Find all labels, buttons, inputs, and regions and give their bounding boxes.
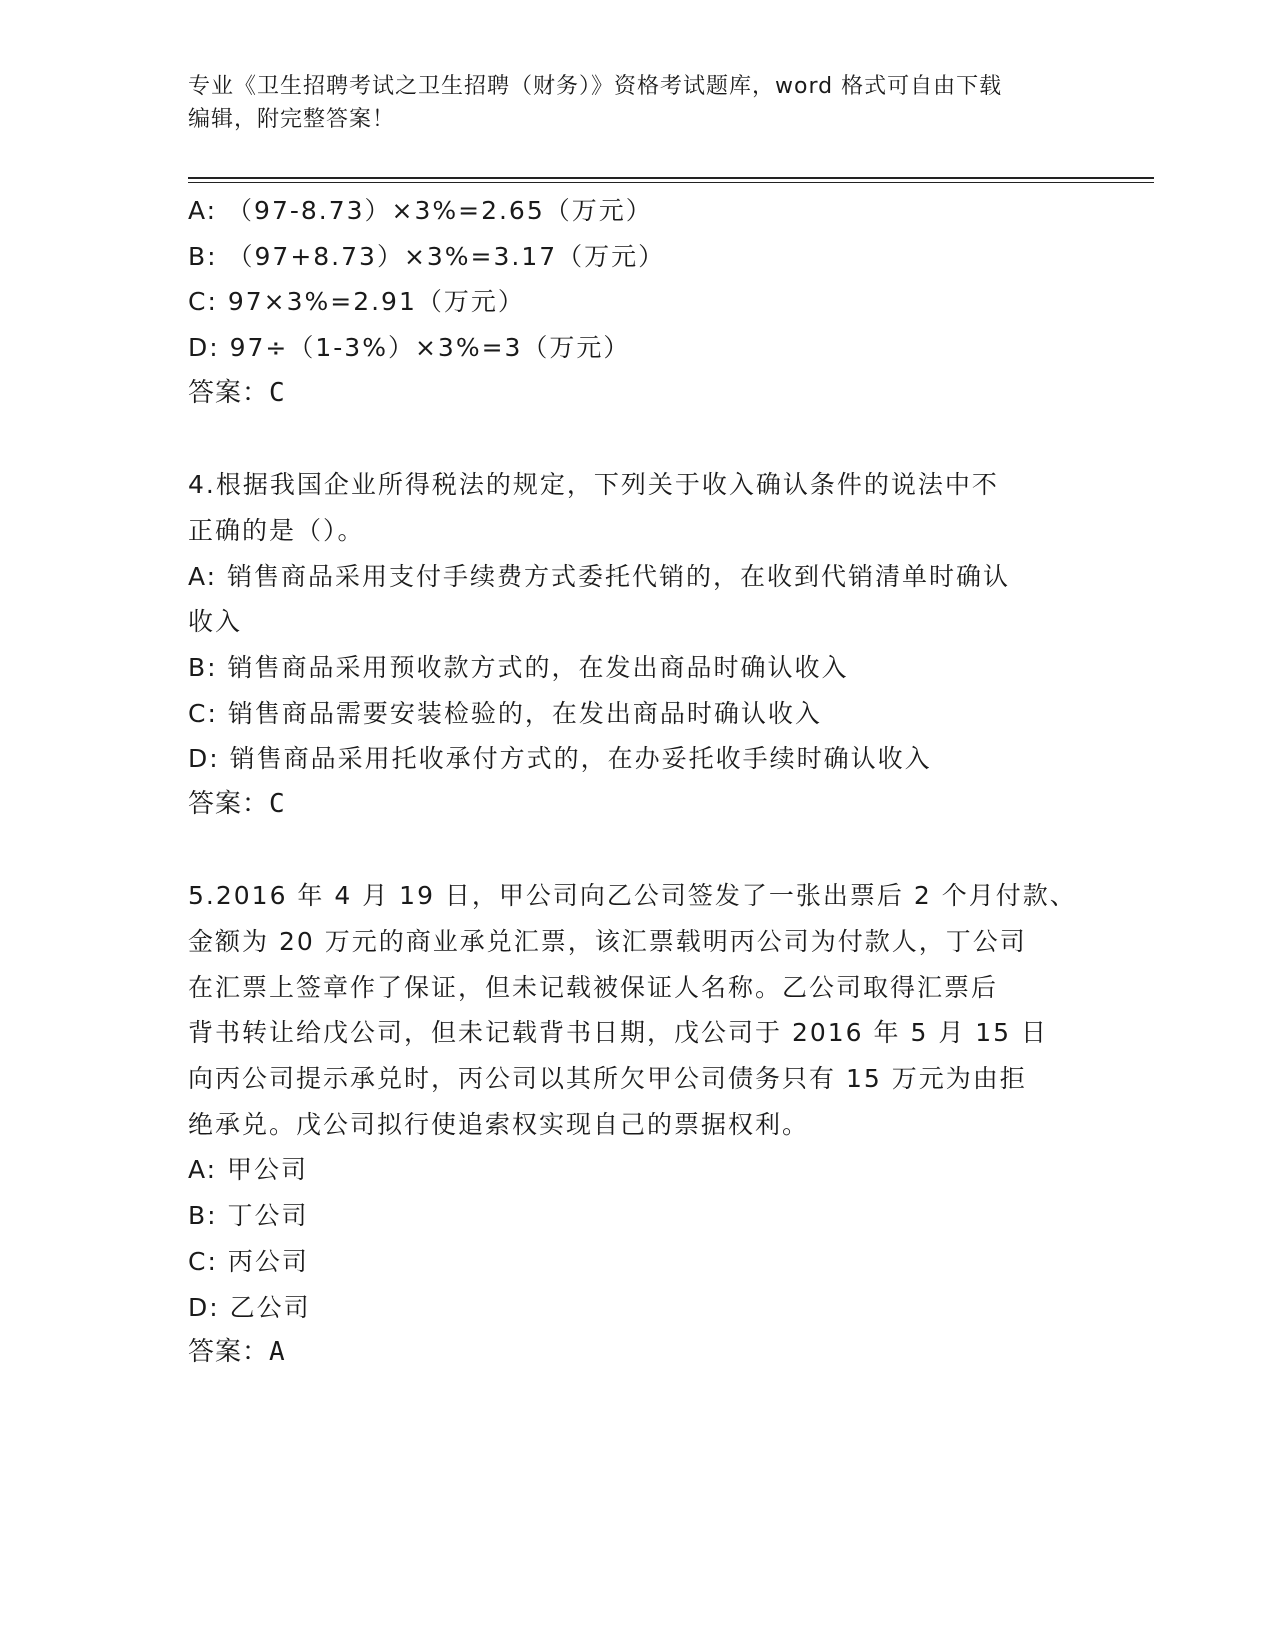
header-divider-thin <box>188 182 1154 183</box>
option-b: B: 销售商品采用预收款方式的，在发出商品时确认收入 <box>188 652 849 682</box>
question-stem-line: 金额为 20 万元的商业承兑汇票，该汇票载明丙公司为付款人，丁公司 <box>188 927 1027 956</box>
option-a: A: （97-8.73）×3%=2.65（万元） <box>188 196 653 225</box>
option-a: A: 销售商品采用支付手续费方式委托代销的，在收到代销清单时确认 <box>188 561 1011 591</box>
answer: 答案：A <box>188 1337 286 1368</box>
option-c: C: 97×3%=2.91（万元） <box>188 287 525 317</box>
question-stem-line: 在汇票上签章作了保证，但未记载被保证人名称。乙公司取得汇票后 <box>188 972 999 1002</box>
question-stem-line: 绝承兑。戊公司拟行使追索权实现自己的票据权利。 <box>188 1109 810 1139</box>
question-stem-line: 正确的是（）。 <box>188 515 365 545</box>
option-d: D: 乙公司 <box>188 1292 311 1322</box>
question-5 <box>188 873 1088 1376</box>
option-a: A: 甲公司 <box>188 1155 309 1185</box>
answer: 答案：C <box>188 788 286 819</box>
answer: 答案：C <box>188 377 286 408</box>
blank-line <box>188 416 1088 462</box>
option-b: B: （97+8.73）×3%=3.17（万元） <box>188 241 666 271</box>
header-divider-thick <box>188 177 1154 179</box>
option-d: D: 97÷（1-3%）×3%=3（万元） <box>188 333 631 363</box>
question-stem-line: 背书转让给戊公司，但未记载背书日期，戊公司于 2016 年 5 月 15 日 <box>188 1018 1049 1048</box>
question-stem-line: 4.根据我国企业所得税法的规定，下列关于收入确认条件的说法中不 <box>188 470 999 500</box>
option-b: B: 丁公司 <box>188 1201 309 1231</box>
document-body <box>188 188 1088 1376</box>
question-4 <box>188 462 1088 828</box>
blank-line <box>188 828 1088 874</box>
option-c: C: 销售商品需要安装检验的，在发出商品时确认收入 <box>188 698 822 728</box>
option-d: D: 销售商品采用托收承付方式的，在办妥托收手续时确认收入 <box>188 744 932 774</box>
option-c: C: 丙公司 <box>188 1246 309 1276</box>
document-header <box>188 70 1088 136</box>
option-a-continued: 收入 <box>188 607 243 637</box>
question-3 <box>188 188 1088 416</box>
question-stem-line: 向丙公司提示承兑时，丙公司以其所欠甲公司债务只有 15 万元为由拒 <box>188 1064 1027 1094</box>
question-stem-line: 5.2016 年 4 月 19 日，甲公司向乙公司签发了一张出票后 2 个月付款、 <box>188 881 1077 911</box>
header-line-1: 专业《卫生招聘考试之卫生招聘（财务）》资格考试题库，word 格式可自由下载 <box>188 74 1003 99</box>
header-line-2: 编辑，附完整答案！ <box>188 107 396 132</box>
